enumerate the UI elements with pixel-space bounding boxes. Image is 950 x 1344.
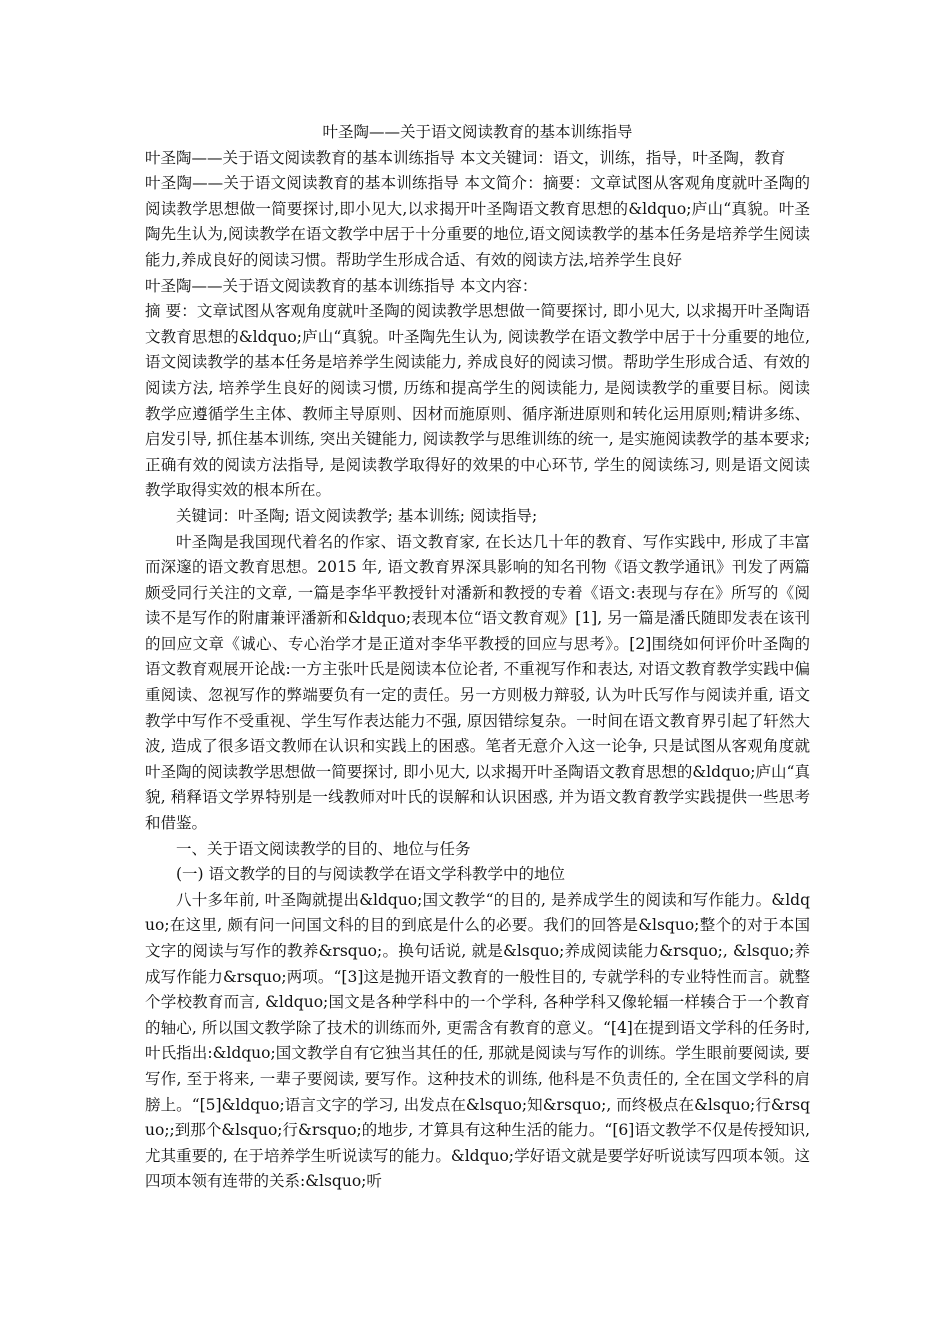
section-heading-2: (一) 语文教学的目的与阅读教学在语文学科教学中的地位 bbox=[176, 865, 566, 884]
intro-line: 叶圣陶——关于语文阅读教育的基本训练指导 本文简介：摘要：文章试图从客观角度就叶圣陶的阅读教学思想做一简要探讨,即小见大,以求揭开叶圣陶语文教育思想的&ldquo;庐山“真貌。叶圣陶先生认为,阅读教学在语文教学中居于十分重要的地位,语文阅读教学的基本任务是培养学生阅读能力,养成良好的阅读习惯。帮助学生形成合适、有效的阅读方法,培养学生良好 bbox=[145, 174, 810, 269]
body-paragraph-2: 八十多年前, 叶圣陶就提出&ldquo;国文教学“的目的, 是养成学生的阅读和写作能力。&ldquo;在这里, 颇有问一问国文科的目的到底是什么的必要。我们的回答是&lsquo;整个的对于本国文字的阅读与写作的教养&rsquo;。换句话说, 就是&lsquo;养成阅读能力&rsquo;, &lsquo;养成写作能力&rsquo;两项。“[3]这是抛开语文教育的一般性目的, 专就学科的专业特性而言。就整个学校教育而言, &ldquo;国文是各种学科中的一个学科, 各种学科又像轮辐一样辏合于一个教育的轴心, 所以国文教学除了技术的训练而外, 更需含有教育的意义。“[4]在提到语文学科的任务时, 叶氏指出:&ldquo;国文教学自有它独当其任的任, 那就是阅读与写作的训练。学生眼前要阅读, 要写作, 至于将来, 一辈子要阅读, 要写作。这种技术的训练, 他科是不负责任的, 全在国文学科的肩膀上。“[5]&ldquo;语言文字的学习, 出发点在&lsquo;知&rsquo;, 而终极点在&lsquo;行&rsquo;;到那个&lsquo;行&rsquo;的地步, 才算具有这种生活的能力。“[6]语文教学不仅是传授知识, 尤其重要的, 在于培养学生听说读写的能力。&ldquo;学好语文就是要学好听说读写四项本领。这四项本领有连带的关系:&lsquo;听 bbox=[145, 890, 810, 1191]
body-paragraph-1: 叶圣陶是我国现代着名的作家、语文教育家, 在长达几十年的教育、写作实践中, 形成了丰富而深邃的语文教育思想。2015 年, 语文教育界深具影响的知名刊物《语文教学通讯》刊发了两篇颇受同行关注的文章, 一篇是李华平教授针对潘新和教授的专着《语文:表现与存在》所写的《阅读不是写作的附庸兼评潘新和&ldquo;表现本位“语文教育观》[1], 另一篇是潘氏随即发表在该刊的回应文章《诚心、专心治学才是正道对李华平教授的回应与思考》。[2]围绕如何评价叶圣陶的语文教育观展开论战:一方主张叶氏是阅读本位论者, 不重视写作和表达, 对语文教育教学实践中偏重阅读、忽视写作的弊端要负有一定的责任。另一方则极力辩驳, 认为叶氏写作与阅读并重, 语文教学中写作不受重视、学生写作表达能力不强, 原因错综复杂。一时间在语文教育界引起了轩然大波, 造成了很多语文教师在认识和实践上的困惑。笔者无意介入这一论争, 只是试图从客观角度就叶圣陶的阅读教学思想做一简要探讨, 即小见大, 以求揭开叶圣陶语文教育思想的&ldquo;庐山“真貌, 稍释语文学界特别是一线教师对叶氏的误解和认识困惑, 并为语文教育教学实践提供一些思考和借鉴。 bbox=[145, 532, 810, 833]
document-page bbox=[145, 120, 810, 1195]
section-heading-1: 一、关于语文阅读教学的目的、地位与任务 bbox=[176, 839, 471, 858]
keywords-line: 叶圣陶——关于语文阅读教育的基本训练指导 本文关键词：语文，训练，指导，叶圣陶，教育 bbox=[145, 148, 786, 167]
content-label: 叶圣陶——关于语文阅读教育的基本训练指导 本文内容： bbox=[145, 276, 538, 295]
abstract-paragraph: 摘 要：文章试图从客观角度就叶圣陶的阅读教学思想做一简要探讨, 即小见大, 以求揭开叶圣陶语文教育思想的&ldquo;庐山“真貌。叶圣陶先生认为, 阅读教学在语文教学中居于十分重要的地位, 语文阅读教学的基本任务是培养学生阅读能力, 养成良好的阅读习惯。帮助学生形成合适、有效的阅读方法, 培养学生良好的阅读习惯, 历练和提高学生的阅读能力, 是阅读教学的重要目标。阅读教学应遵循学生主体、教师主导原则、因材而施原则、循序渐进原则和转化运用原则;精讲多练、启发引导, 抓住基本训练, 突出关键能力, 阅读教学与思维训练的统一, 是实施阅读教学的基本要求;正确有效的阅读方法指导, 是阅读教学取得好的效果的中心环节, 学生的阅读练习, 则是语文阅读教学取得实效的根本所在。 bbox=[145, 302, 810, 500]
document-title: 叶圣陶——关于语文阅读教育的基本训练指导 bbox=[322, 123, 633, 141]
keywords-paragraph: 关键词：叶圣陶; 语文阅读教学; 基本训练; 阅读指导; bbox=[176, 506, 538, 525]
